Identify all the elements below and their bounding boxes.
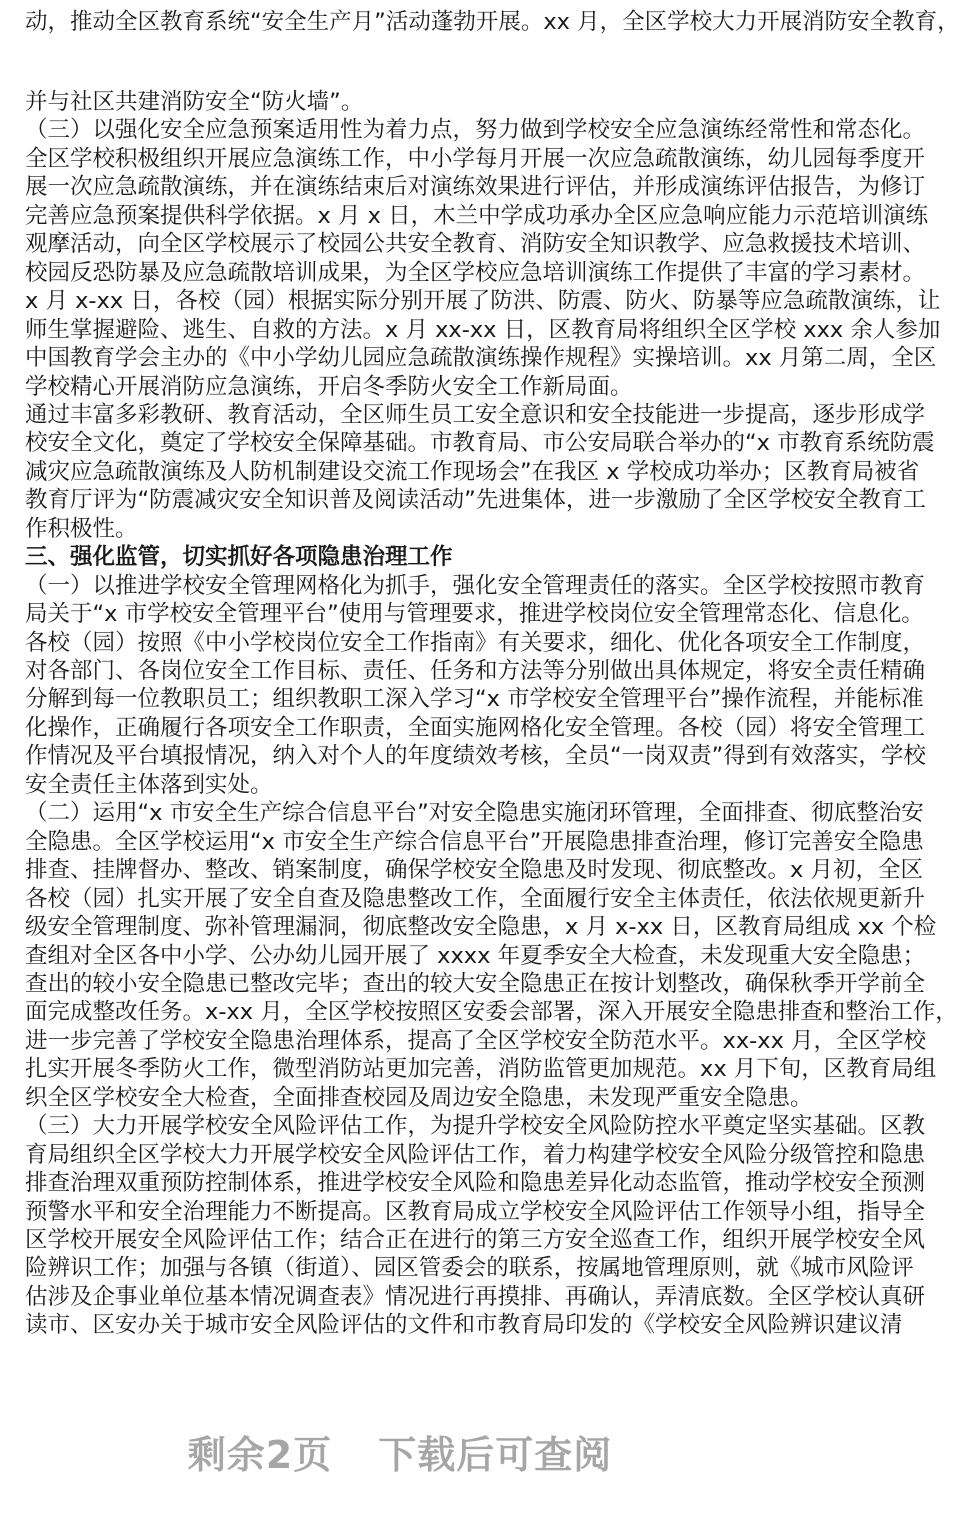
text-line: 观摩活动，向全区学校展示了校园公共安全教育、消防安全知识教学、应急救援技术培训、 bbox=[25, 231, 926, 258]
text-line: 通过丰富多彩教研、教育活动，全区师生员工安全意识和安全技能进一步提高，逐步形成学 bbox=[25, 401, 926, 428]
text-line: 减灾应急疏散演练及人防机制建设交流工作现场会”在我区 x 学校成功举办；区教育局被省 bbox=[25, 458, 920, 485]
text-line: 学校精心开展消防应急演练，开启冬季防火安全工作新局面。 bbox=[25, 373, 633, 400]
text-line: 校园反恐防暴及应急疏散培训成果，为全区学校应急培训演练工作提供了丰富的学习素材。 bbox=[25, 259, 926, 286]
text-line: 校安全文化，奠定了学校安全保障基础。市教育局、市公安局联合举办的“x 市教育系统防震 bbox=[25, 430, 935, 457]
text-line: 区学校开展安全风险评估工作；结合正在进行的第三方安全巡查工作，组织开展学校安全风 bbox=[25, 1227, 926, 1253]
text-line: 扎实开展冬季防火工作，微型消防站更加完善，消防监管更加规范。xx 月下旬，区教育局组 bbox=[25, 1056, 937, 1083]
text-line: 织全区学校安全大检查，全面排查校园及周边安全隐患，未发现严重安全隐患。 bbox=[25, 1084, 813, 1111]
download-hint-label: 下载后可查阅 bbox=[378, 1433, 613, 1477]
text-line: 读市、区安办关于城市安全风险评估的文件和市教育局印发的《学校安全风险辨识建议清 bbox=[25, 1312, 903, 1339]
text-line: （三）大力开展学校安全风险评估工作，为提升学校安全风险防控水平奠定坚实基础。区教 bbox=[25, 1113, 926, 1140]
text-line: 查组对全区各中小学、公办幼儿园开展了 xxxx 年夏季安全大检查，未发现重大安全隐患； bbox=[25, 942, 926, 969]
remaining-pages-label: 剩余2页 bbox=[187, 1433, 333, 1477]
text-line: 各校（园）按照《中小学校岗位安全工作指南》有关要求，细化、优化各项安全工作制度， bbox=[25, 629, 926, 656]
text-line: （二）运用“x 市安全生产综合信息平台”对安全隐患实施闭环管理，全面排查、彻底整治安 bbox=[25, 800, 924, 827]
text-line: 排查治理双重预防控制体系，推进学校安全风险和隐患差异化动态监管，推动学校安全预测 bbox=[25, 1170, 926, 1197]
text-line: 预警水平和安全治理能力不断提高。区教育局成立学校安全风险评估工作领导小组，指导全 bbox=[25, 1198, 926, 1225]
text-line: 作情况及平台填报情况，纳入对个人的年度绩效考核，全员“一岗双责”得到有效落实，学校 bbox=[25, 743, 926, 770]
text-line: （一）以推进学校安全管理网格化为抓手，强化安全管理责任的落实。全区学校按照市教育 bbox=[25, 572, 926, 599]
text-line: 估涉及企事业单位基本情况调查表》情况进行再摸排、再确认，弄清底数。全区学校认真研 bbox=[25, 1283, 926, 1310]
text-line: 查出的较小安全隐患已整改完毕；查出的较大安全隐患正在按计划整改，确保秋季开学前全 bbox=[25, 970, 926, 997]
text-line: 展一次应急疏散演练，并在演练结束后对演练效果进行评估，并形成演练评估报告，为修订 bbox=[25, 174, 926, 201]
text-line: 教育厅评为“防震减灾安全知识普及阅读活动”先进集体，进一步激励了全区学校安全教育工 bbox=[25, 487, 926, 514]
text-line: 中国教育学会主办的《中小学幼儿园应急疏散演练操作规程》实操培训。xx 月第二周，全区 bbox=[25, 345, 937, 372]
text-line: 并与社区共建消防安全“防火墙”。 bbox=[25, 89, 364, 115]
text-line: 对各部门、各岗位安全工作目标、责任、任务和方法等分别做出具体规定，将安全责任精确 bbox=[25, 658, 926, 684]
text-line: 育局组织全区学校大力开展学校安全风险评估工作，着力构建学校安全风险分级管控和隐患 bbox=[25, 1141, 926, 1168]
text-line: 局关于“x 市学校安全管理平台”使用与管理要求，推进学校岗位安全管理常态化、信息化。 bbox=[25, 601, 924, 628]
text-line: 进一步完善了学校安全隐患治理体系，提高了全区学校安全防范水平。xx-xx 月，全区学校 bbox=[25, 1027, 927, 1054]
text-line: x 月 x-xx 日，各校（园）根据实际分别开展了防洪、防震、防火、防暴等应急疏散演练，让 bbox=[25, 288, 941, 315]
text-line: 排查、挂牌督办、整改、销案制度，确保学校安全隐患及时发现、彻底整改。x 月初，全区 bbox=[25, 857, 923, 884]
text-line: 全隐患。全区学校运用“x 市安全生产综合信息平台”开展隐患排查治理，修订完善安全隐患 bbox=[25, 828, 924, 855]
text-line: 完善应急预案提供科学依据。x 月 x 日，木兰中学成功承办全区应急响应能力示范培训演练 bbox=[25, 202, 929, 229]
text-line: 级安全管理制度、弥补管理漏洞，彻底整改安全隐患，x 月 x-xx 日，区教育局组成 xx 个检 bbox=[25, 914, 937, 941]
text-line: 安全责任主体落到实处。 bbox=[25, 771, 273, 798]
section-heading: 三、强化监管，切实抓好各项隐患治理工作 bbox=[25, 544, 453, 571]
text-line: 作积极性。 bbox=[25, 515, 138, 542]
text-line: （三）以强化安全应急预案适用性为着力点，努力做到学校安全应急演练经常性和常态化。 bbox=[25, 117, 926, 144]
text-line: 险辨识工作；加强与各镇（街道）、园区管委会的联系，按属地管理原则，就《城市风险评 bbox=[25, 1255, 914, 1282]
text-line: 面完成整改任务。x-xx 月，全区学校按照区安委会部署，深入开展安全隐患排查和整治工作， bbox=[25, 999, 958, 1026]
text-line: 化操作，正确履行各项安全工作职责，全面实施网格化安全管理。各校（园）将安全管理工 bbox=[25, 714, 926, 741]
text-line: 全区学校积极组织开展应急演练工作，中小学每月开展一次应急疏散演练，幼儿园每季度开 bbox=[25, 145, 926, 172]
text-line: 各校（园）扎实开展了安全自查及隐患整改工作，全面履行安全主体责任，依法依规更新升 bbox=[25, 885, 926, 912]
page-text-line-top: 动，推动全区教育系统“安全生产月”活动蓬勃开展。xx 月，全区学校大力开展消防安全教育， bbox=[25, 9, 960, 35]
text-line: 师生掌握避险、逃生、自救的方法。x 月 xx-xx 日，区教育局将组织全区学校 xxx 余人参加 bbox=[25, 316, 941, 343]
remaining-pages-banner[interactable] bbox=[0, 1424, 800, 1479]
text-line: 分解到每一位教职员工；组织教职工深入学习“x 市学校安全管理平台”操作流程，并能标准 bbox=[25, 686, 924, 713]
